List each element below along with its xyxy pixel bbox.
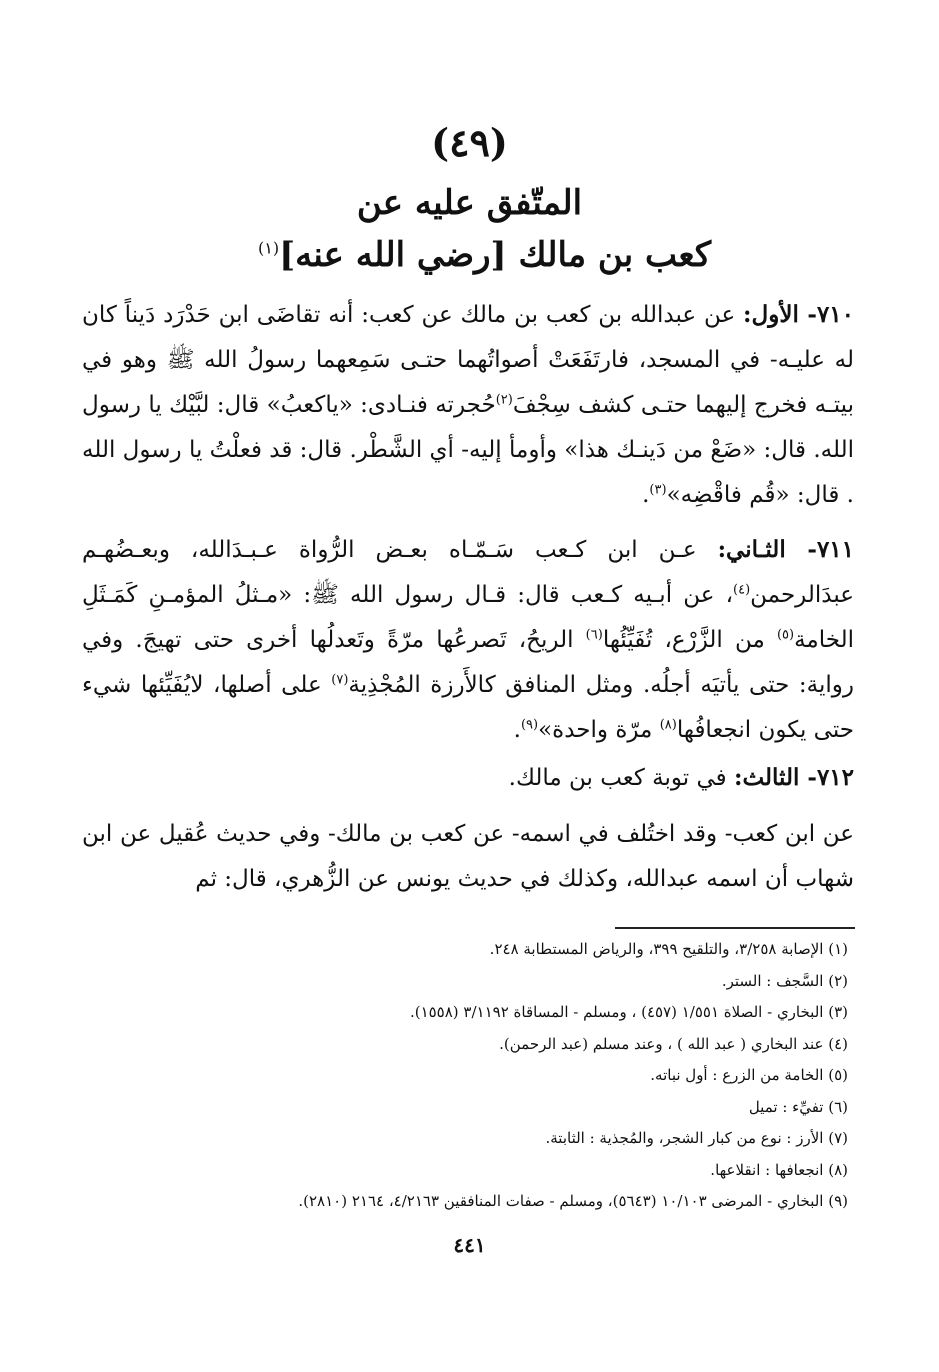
footnote-ref: (٦) (585, 627, 603, 643)
footnote-ref: (٢) (495, 392, 513, 408)
hadith-label: ٧١٢- الثالث: (733, 764, 854, 791)
hadith-label: ٧١٠- الأول: (743, 301, 854, 328)
hadith-text: عـن ابن كـعب سَـمّـاه بعـض الرُّواة عـبـدَالله، وبعـضُهـم عبدَالرحمن (82, 537, 854, 608)
footnote-item: (٤) عند البخاري ( عبد الله ) ، وعند مسلم (عبد الرحمن). (499, 1034, 848, 1053)
hadith-text: على أصلها، لايُفَيِّئها شيء حتى يكون انجعافُها (82, 672, 854, 743)
hadith-text: . (642, 482, 650, 508)
footnote-item: (٥) الخامة من الزرع : أول نباته. (650, 1066, 848, 1084)
footnote-ref: (٤) (733, 582, 751, 598)
hadith-text: في توبة كعب بن مالك. (508, 765, 734, 791)
hadith-text: عن عبدالله بن كعب بن مالك عن كعب: أنه تقاضَى ابن حَدْرَد دَيناً كان له عليـه- في المسجد، فارتَفَعَتْ أصواتُهما حتـى سَمِعهما رسولُ الله ﷺ وهو في بيتـه فخرج إليهما حتـى كشف سِجْفَ (82, 302, 854, 418)
footnotes-list (100, 934, 848, 1218)
hadith-text: . (513, 717, 521, 743)
hadith-text: ، عن أبـيه كـعب قال: قـال رسول الله ﷺ: «مـثلُ المؤمـنِ كَمَـثَلِ الخامة (82, 582, 854, 653)
footnote-divider (615, 927, 855, 929)
hadith-712 (82, 755, 854, 801)
chapter-title-line2 (30, 235, 939, 275)
hadith-text: الريحُ، تَصرعُها مرّةً وتَعدلُها أخرى حتى تهيجَ. وفي رواية: حتى يأتيَه أجلُه. ومثل المنافق كالأَرزة المُجْذِية (82, 627, 854, 698)
paragraph: عن ابن كعب- وقد اختُلف في اسمه- عن كعب بن مالك- وفي حديث عُقيل عن ابن شهاب أن اسمه عبدالله، وكذلك في حديث يونس عن الزُّهري، قال: ثم (82, 821, 854, 892)
hadith-text: حُجرته فنـادى: «ياكعبُ» قال: لبَّيْك يا رسول الله. قال: «ضَعْ من دَينـك هذا» وأومأ إليه- أي الشَّطْر. قال: قد فعلْتُ يا رسول الله . قال: «قُم فاقْضِه» (82, 392, 854, 508)
hadith-text: من الزَّرْع، تُفَيِّئُها (602, 627, 777, 653)
footnote-ref: (١) (257, 238, 280, 258)
footnote-item: (٦) تفيِّء : تميل (748, 1097, 848, 1116)
footnote-ref: (٧) (331, 672, 349, 688)
footnote-ref: (٣) (649, 482, 667, 498)
footnote-ref: (٥) (776, 627, 795, 643)
footnote-item: (٩) البخاري - المرضى ١٠/١٠٣ (٥٦٤٣)، ومسلم - صفات المنافقين ٤/٢١٦٣، ٢١٦٤ (٢٨١٠). (298, 1192, 848, 1210)
chapter-number: (٤٩) (431, 120, 508, 165)
footnote-ref: (٨) (659, 717, 677, 733)
page-number: ٤٤١ (453, 1233, 486, 1257)
hadith-text: مرّة واحدة» (538, 717, 660, 743)
footnote-ref: (٩) (520, 717, 539, 733)
footnote-item: (٢) السَّجف : الستر. (721, 971, 848, 990)
chapter-title-line1: المتّفق عليه عن (356, 183, 583, 223)
hadith-710 (82, 292, 854, 518)
footnote-item: (٨) انجعافها : انقلاعها. (710, 1160, 848, 1179)
footnote-item: (٣) البخاري - الصلاة ١/٥٥١ (٤٥٧) ، ومسلم - المساقاة ٣/١١٩٢ (١٥٥٨). (409, 1003, 848, 1021)
chapter-title-text: كعب بن مالك [رضي الله عنه] (279, 235, 712, 275)
footnote-item: (٧) الأرز : نوع من كبار الشجر، والمُجذية : الثابتة. (545, 1129, 848, 1147)
hadith-711 (82, 527, 854, 753)
footnote-item: (١) الإصابة ٣/٢٥٨، والتلقيح ٣٩٩، والرياض المستطابة ٢٤٨. (489, 940, 848, 958)
hadith-label: ٧١١- الثـاني: (717, 536, 854, 563)
